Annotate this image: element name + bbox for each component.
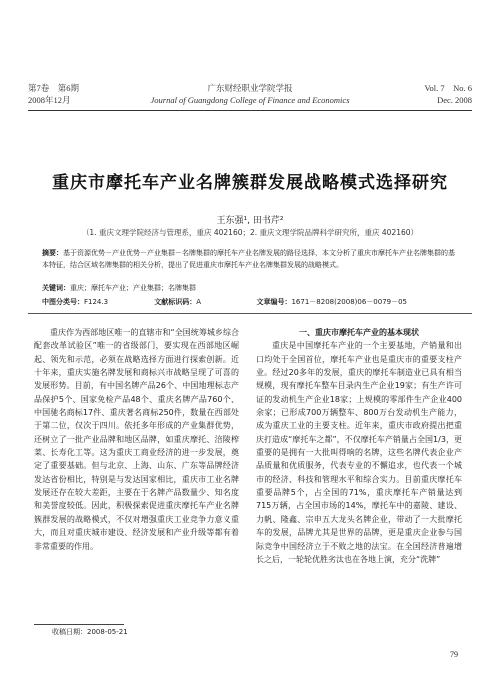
right-column [256,326,462,566]
intro-paragraph: 重庆作为西部地区唯一的直辖市和“全国统筹城乡综合配套改革试验区”唯一的省级部门，要实现在西部地区崛起、领先和示范，必须在战略选择方面进行探索创新。近十年来，重庆实施名牌发展和商标兴市战略呈现了可喜的发展形势。目前，有中国名牌产品26个、中国地理标志产品保护5个、国家免检产品48个、重庆名牌产品760个、中国驰名商标17件、重庆著名商标250件，数量在西部处于第二位，仅次于四川。依托多年形成的产业集群优势，还树立了一批产业品牌和地区品牌，如重庆摩托、涪陵榨菜、长寿化工等。这为重庆工商业经济的进一步发展，奠定了重要基础。但与北京、上海、山东、广东等品牌经济发达省份相比，特别是与发达国家相比，重庆市工业名牌发展还存在较大差距，主要在于名牌产品数量少、知名度和美誉度较低。因此，积极探索促进重庆摩托车产业名牌簇群发展的战略模式，不仅对增强重庆工业竞争力意义重大，而且对重庆城市建设、经济发展和产业升级等都有着非常重要的作用。 [34,328,239,551]
volume: Vol. 7 No. 6 [424,83,472,93]
clc-label: 中图分类号： [42,298,84,306]
abstract [42,247,460,271]
header-center [28,82,472,106]
keywords-label: 关键词： [42,284,70,292]
abstract-label: 摘要： [42,249,63,257]
footnote-rule [34,624,124,625]
keywords [42,283,196,293]
running-header [28,82,472,112]
section-heading: 一、重庆市摩托车产业的基本现状 [299,328,419,337]
issue-cn: 第7卷 第6期 [28,83,80,93]
abstract-rule [28,313,472,314]
date-en: Dec. 2008 [437,95,472,105]
keywords-text: 重庆；摩托车产业；产业集群；名牌集群 [70,284,196,292]
paper-title: 重庆市摩托车产业名牌簇群发展战略模式选择研究 [52,173,448,193]
received-date: 收稿日期：2008-05-21 [52,628,128,636]
article-number: 1671－8208(2008)06－0079－05 [291,298,408,306]
doc-code: A [196,298,202,306]
article-label: 文章编号： [256,298,292,306]
clc-code: F124.3 [84,298,109,306]
journal-en: Journal of Guangdong College of Finance and Economics [150,95,350,105]
header-rule [28,110,472,111]
date-cn: 2008年12月 [28,95,71,105]
journal-cn: 广东财经职业学院学报 [207,83,293,93]
page-number: 79 [450,650,458,659]
abstract-text: 基于资源优势－产业优势－产业集群－名牌集群的摩托车产业名牌发展的路径选择，本文分析了重庆市摩托车产业名牌集群的基本特征，结合区域名牌集群的相关分析，提出了促进重庆市摩托车产业名牌集群发展的战略模式。 [42,249,455,269]
section-paragraph: 重庆是中国摩托车产业的一个主要基地，产销量和出口均处于全国首位，摩托车产业也是重庆市的重要支柱产业。经过20多年的发展，重庆的摩托车制造业已具有相当规模，现有摩托车整车目录内生产企业19家；有生产许可证的发动机生产企业18家；上规模的零部件生产企业400余家；已形成700万辆整车、800万台发动机生产能力，成为重庆工业的主要支柱。近年来，重庆市政府提出把重庆打造成“摩托车之都”，不仅摩托车产销量占全国1/3，更重要的是拥有一大批叫得响的名牌，这些名牌代表企业产品质量和优质服务，代表专业的不懈追求，也代表一个城市的经济、科技和管理水平和综合实力。目前重庆摩托车重要品牌5个，占全国的71%，重庆摩托车产销量达到715万辆，占全国市场的14%，摩托车中的嘉陵、建设、力帆、隆鑫、宗申五大龙头名牌企业，带动了一大批摩托车的发展，品牌尤其是世界的品牌，更是重庆企业参与国际竞争中国经济立于不败之地的法宝。在全国经济普遍增长之后，一轮轮优胜劣汰也在各地上演，充分“洗牌” [256,341,462,564]
authors: 王东强¹, 田书芹² [216,216,284,226]
header-right [424,82,472,106]
affiliation: （1. 重庆文理学院经济与管理系，重庆 402160；2. 重庆文理学院品牌科学研究所，重庆 402160） [81,228,419,237]
classification-line [42,297,462,307]
doc-label: 文献标识码： [154,298,197,306]
left-column [34,326,239,553]
